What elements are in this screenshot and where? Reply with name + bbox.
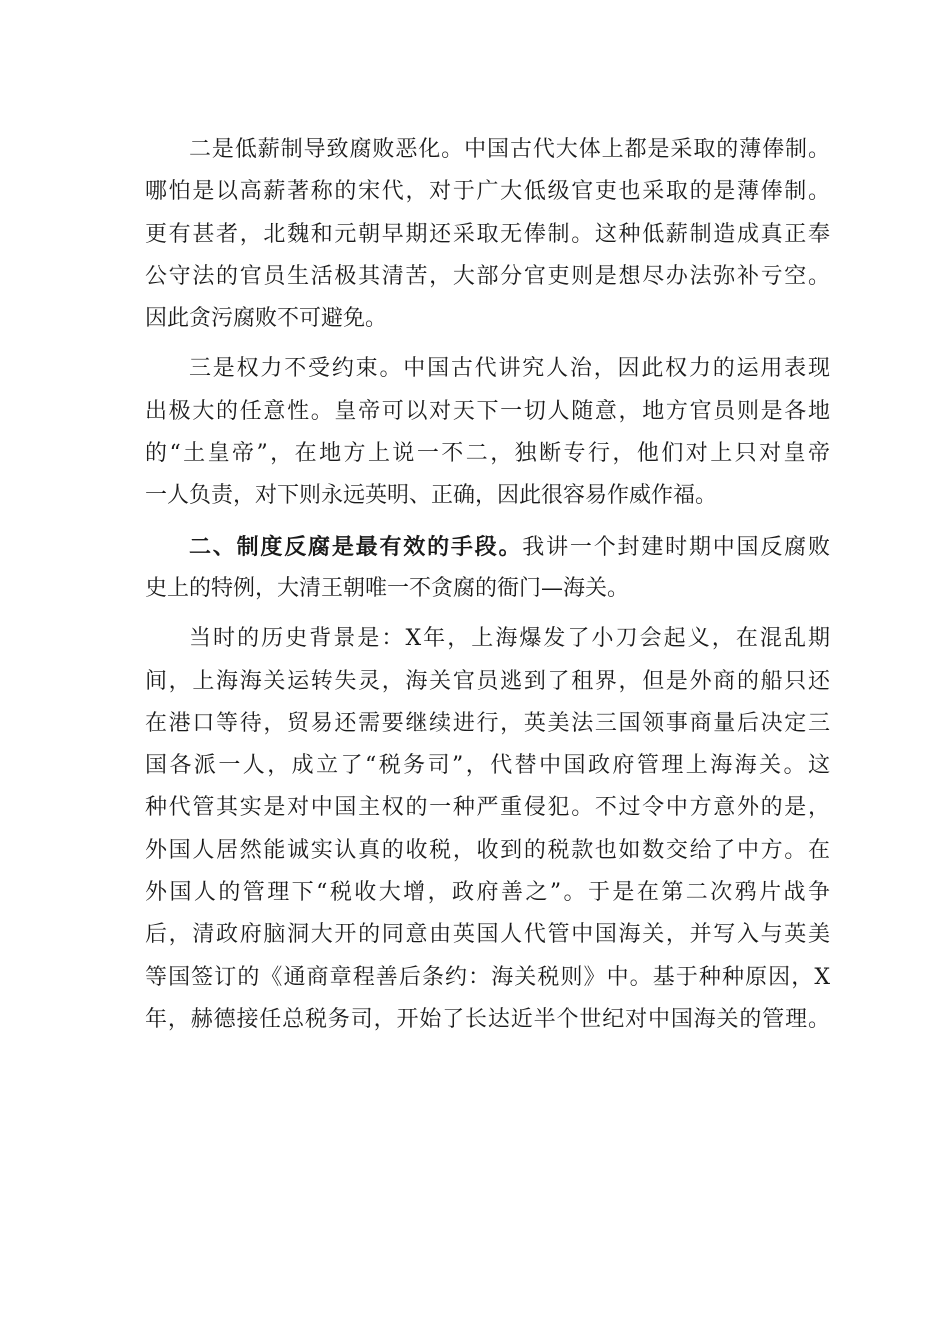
- text-line: 年，赫德接任总税务司，开始了长达近半个世纪对中国海关的管理。: [145, 1006, 830, 1032]
- text-line: 等国签订的《通商章程善后条约：海关税则》中。基于种种原因，X: [145, 964, 830, 990]
- text-line: 哪怕是以高薪著称的宋代，对于广大低级官吏也采取的是薄俸制。: [145, 179, 830, 205]
- paragraph-gap: [145, 610, 830, 618]
- text-line: [145, 526, 830, 568]
- heading-line-rest: 我讲一个封建时期中国反腐败: [522, 534, 830, 560]
- text-line: 间，上海海关运转失灵，海关官员逃到了租界，但是外商的船只还: [145, 668, 830, 694]
- paragraph-unchecked-power: [145, 348, 830, 517]
- paragraph-historical-background: [145, 618, 830, 1041]
- text-line: 因此贪污腐败不可避免。: [145, 306, 388, 332]
- paragraph-low-salary: [145, 129, 830, 340]
- text-line: 的“土皇帝”，在地方上说一不二，独断专行，他们对上只对皇帝: [145, 441, 830, 467]
- paragraph-gap: [145, 518, 830, 526]
- text-line: 外国人居然能诚实认真的收税，收到的税款也如数交给了中方。在: [145, 837, 830, 863]
- document-body: [145, 129, 830, 1041]
- text-line: 史上的特例，大清王朝唯一不贪腐的衙门—海关。: [145, 575, 630, 601]
- text-line: 二是低薪制导致腐败恶化。中国古代大体上都是采取的薄俸制。: [189, 137, 830, 162]
- text-line: 更有甚者，北魏和元朝早期还采取无俸制。这种低薪制造成真正奉: [145, 221, 830, 247]
- text-line: 在港口等待，贸易还需要继续进行，英美法三国领事商量后决定三: [145, 710, 830, 736]
- paragraph-gap: [145, 340, 830, 348]
- section-heading: 二、制度反腐是最有效的手段。: [189, 533, 523, 560]
- paragraph-institutional-anticorruption: [145, 526, 830, 611]
- text-line: 当时的历史背景是：X年，上海爆发了小刀会起义，在混乱期: [189, 626, 830, 652]
- text-line: 公守法的官员生活极其清苦，大部分官吏则是想尽办法弥补亏空。: [145, 263, 830, 289]
- text-line: 种代管其实是对中国主权的一种严重侵犯。不过令中方意外的是，: [145, 795, 830, 821]
- text-line: 后，清政府脑洞大开的同意由英国人代管中国海关，并写入与英美: [145, 922, 830, 948]
- text-line: 三是权力不受约束。中国古代讲究人治，因此权力的运用表现: [189, 356, 830, 382]
- text-line: 一人负责，对下则永远英明、正确，因此很容易作威作福。: [145, 483, 718, 509]
- text-line: 出极大的任意性。皇帝可以对天下一切人随意，地方官员则是各地: [145, 398, 830, 424]
- text-line: 国各派一人，成立了“税务司”，代替中国政府管理上海海关。这: [145, 753, 830, 779]
- text-line: 外国人的管理下“税收大增，政府善之”。于是在第二次鸦片战争: [145, 880, 830, 906]
